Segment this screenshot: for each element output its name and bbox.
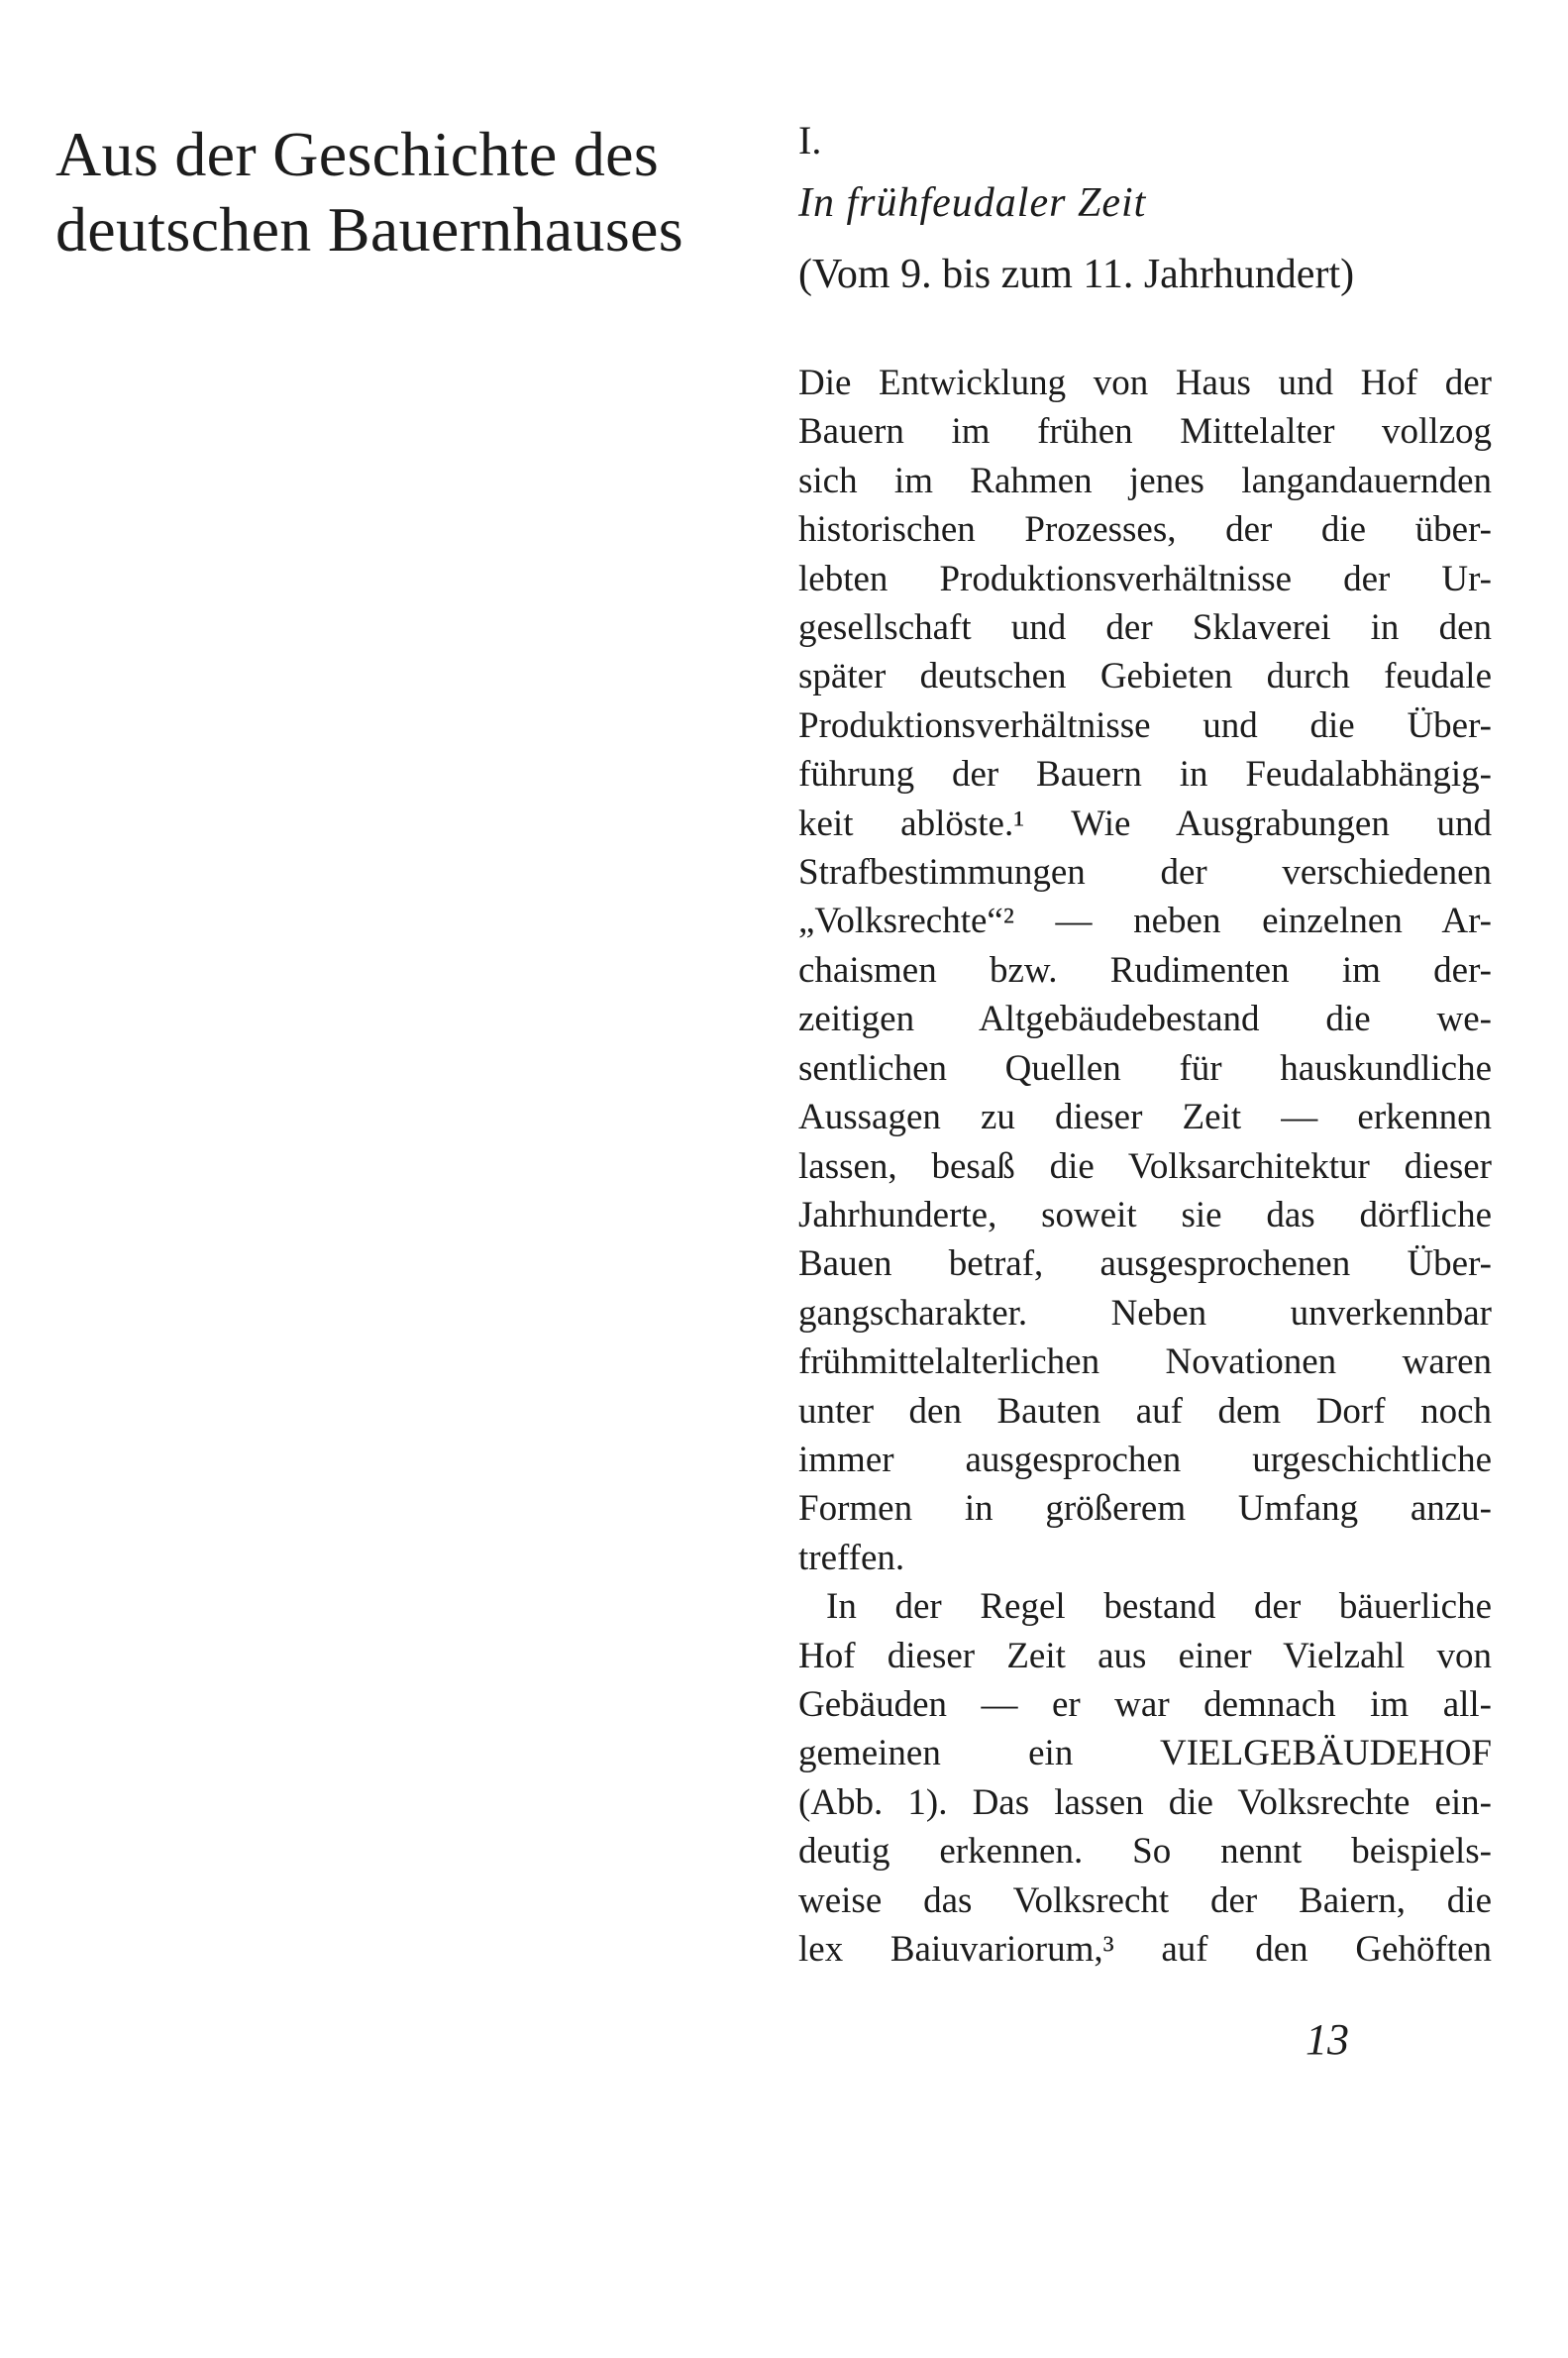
text-line: Produktionsverhältnisse und die Über-: [798, 704, 1492, 746]
text-line: Gebäuden — er war demnach im all-: [798, 1683, 1492, 1725]
page-number: 13: [1306, 2015, 1349, 2064]
text-line: chaismen bzw. Rudimenten im der-: [798, 949, 1492, 991]
text-line: lassen, besaß die Volksarchitektur dieser: [798, 1145, 1492, 1187]
chapter-number: I.: [798, 118, 822, 162]
text-line: gemeinen ein VIELGEBÄUDEHOF: [798, 1733, 1492, 1774]
body-text: [798, 359, 1492, 1974]
text-line: Strafbestimmungen der verschiedenen: [798, 852, 1492, 894]
text-line: Jahrhunderte, soweit sie das dörfliche: [798, 1194, 1492, 1235]
book-title-line-2: deutschen Bauernhauses: [55, 194, 683, 265]
text-line: unter den Bauten auf dem Dorf noch: [798, 1390, 1492, 1432]
text-line: treffen.: [798, 1537, 905, 1578]
text-line: historischen Prozesses, der die über-: [798, 509, 1492, 551]
text-line: Bauern im frühen Mittelalter vollzog: [798, 411, 1492, 453]
book-title: [55, 117, 769, 268]
text-line: sich im Rahmen jenes langandauernden: [798, 460, 1492, 501]
text-line: später deutschen Gebieten durch feudale: [798, 656, 1492, 697]
text-line: In der Regel bestand der bäuerliche: [826, 1586, 1492, 1628]
text-line: führung der Bauern in Feudalabhängig-: [798, 754, 1492, 796]
text-line: lex Baiuvariorum,³ auf den Gehöften: [798, 1929, 1492, 1970]
paragraph-2: [798, 1582, 1492, 1974]
book-title-line-1: Aus der Geschichte des: [55, 119, 660, 189]
text-line: frühmittelalterlichen Novationen waren: [798, 1341, 1492, 1383]
text-line: Die Entwicklung von Haus und Hof der: [798, 363, 1492, 403]
text-line: Aussagen zu dieser Zeit — erkennen: [798, 1097, 1492, 1138]
text-line: gesellschaft und der Sklaverei in den: [798, 607, 1492, 649]
text-line: „Volksrechte“² — neben einzelnen Ar-: [798, 901, 1492, 942]
text-line: deutig erkennen. So nennt beispiels-: [798, 1831, 1492, 1873]
text-line: zeitigen Altgebäudebestand die we-: [798, 999, 1492, 1040]
chapter-title: In frühfeudaler Zeit: [798, 180, 1147, 226]
text-line: weise das Volksrecht der Baiern, die: [798, 1879, 1492, 1921]
text-line: Hof dieser Zeit aus einer Vielzahl von: [798, 1635, 1492, 1676]
text-line: Formen in größerem Umfang anzu-: [798, 1488, 1492, 1530]
text-line: sentlichen Quellen für hauskundliche: [798, 1047, 1492, 1089]
text-line: (Abb. 1). Das lassen die Volksrechte ein-: [798, 1781, 1492, 1823]
text-line: immer ausgesprochen urgeschichtliche: [798, 1439, 1492, 1480]
text-line: gangscharakter. Neben unverkennbar: [798, 1292, 1492, 1334]
chapter-subtitle: (Vom 9. bis zum 11. Jahrhundert): [798, 252, 1355, 297]
text-line: Bauen betraf, ausgesprochenen Über-: [798, 1243, 1492, 1285]
text-line: keit ablöste.¹ Wie Ausgrabungen und: [798, 803, 1492, 844]
paragraph-1: [798, 359, 1492, 1582]
text-line: lebten Produktionsverhältnisse der Ur-: [798, 558, 1492, 599]
